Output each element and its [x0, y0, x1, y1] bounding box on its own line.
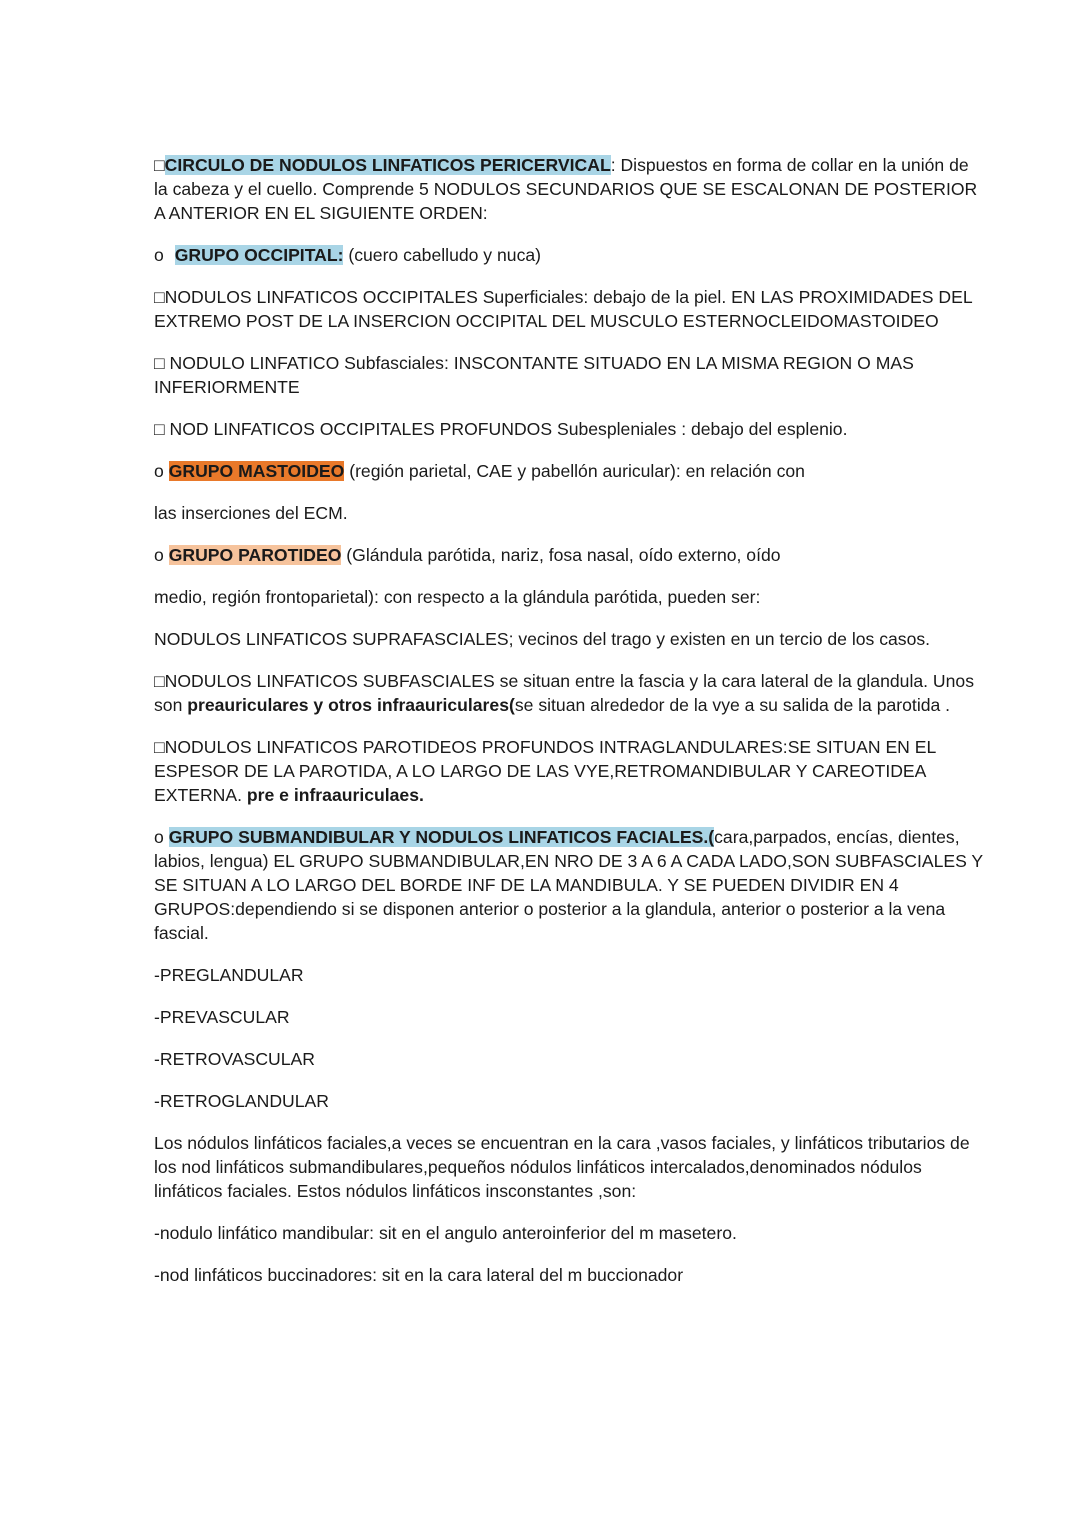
list-item: -PREGLANDULAR: [154, 965, 304, 985]
paragraph-grupo-parotideo: [154, 543, 984, 567]
paragraph-suprafasciales: [154, 627, 984, 651]
heading-grupo-parotideo: GRUPO PAROTIDEO: [168, 545, 342, 565]
paragraph-occipitales-superficiales: [154, 285, 984, 333]
paragraph-text: (región parietal, CAE y pabellón auricular): en relación con: [344, 461, 805, 481]
paragraph-parotideos-profundos: [154, 735, 984, 807]
paragraph-text: medio, región frontoparietal): con respecto a la glándula parótida, pueden ser:: [154, 587, 761, 607]
paragraph-grupo-submandibular: [154, 825, 984, 945]
paragraph-subfasciales-parotideos: [154, 669, 984, 717]
paragraph-nodulo-mandibular: [154, 1221, 984, 1245]
paragraph-nod-buccinadores: [154, 1263, 984, 1287]
paragraph-text: NODULOS LINFATICOS SUBFASCIALES se situan entre la fascia y la cara lateral de la glandula. Unos son: [154, 671, 974, 715]
paragraph-text: cara,parpados, encías, dientes, labios, lengua) EL GRUPO SUBMANDIBULAR,EN NRO DE 3 A 6 A CADA LADO,SON SUBFASCIALES Y SE SITUAN A LO LARGO DEL BORDE INF DE LA MANDIBULA. Y SE PUEDEN DIVIDIR EN 4 GRUPOS:dependiendo si se disponen anterior o posterior a la glandula, anterior o posterior a la vena fascial.: [154, 827, 983, 943]
paragraph-text: (cuero cabelludo y nuca): [343, 245, 542, 265]
checkbox-bullet-icon: □: [154, 419, 165, 439]
paragraph-text: : Dispuestos en forma de collar en la unión de la cabeza y el cuello. Comprende 5 NODULOS SECUNDARIOS QUE SE ESCALONAN DE POSTERIOR A ANTERIOR EN EL SIGUIENTE ORDEN:: [154, 155, 978, 223]
paragraph-grupo-mastoideo: [154, 459, 984, 483]
heading-pericervical: CIRCULO DE NODULOS LINFATICOS PERICERVICAL: [164, 155, 611, 175]
o-bullet: o: [154, 545, 164, 565]
paragraph-region-frontoparietal: [154, 585, 984, 609]
list-item: -RETROGLANDULAR: [154, 1091, 329, 1111]
o-bullet: o: [154, 245, 164, 265]
paragraph-text: Los nódulos linfáticos faciales,a veces se encuentran en la cara ,vasos faciales, y linfáticos tributarios de los nod linfáticos submandibulares,pequeños nódulos linfáticos intercalados,denominados nódulos linfáticos faciales. Estos nódulos linfáticos insconstantes ,son:: [154, 1133, 970, 1201]
list-item: -RETROVASCULAR: [154, 1049, 315, 1069]
paragraph-text: -nodulo linfático mandibular: sit en el angulo anteroinferior del m masetero.: [154, 1223, 737, 1243]
paragraph-text: NODULOS LINFATICOS PAROTIDEOS PROFUNDOS INTRAGLANDULARES:SE SITUAN EN EL ESPESOR DE LA PAROTIDA, A LO LARGO DE LAS VYE,RETROMANDIBULAR Y CAREOTIDEA EXTERNA.: [154, 737, 936, 805]
paragraph-text: NODULO LINFATICO Subfasciales: INSCONTANTE SITUADO EN LA MISMA REGION O MAS INFERIORMENTE: [154, 353, 914, 397]
heading-grupo-occipital: GRUPO OCCIPITAL:: [174, 245, 344, 265]
checkbox-bullet-icon: □: [154, 353, 165, 373]
document-body: [154, 153, 984, 1305]
list-item: -PREVASCULAR: [154, 1007, 290, 1027]
paragraph-nodulos-faciales: [154, 1131, 984, 1203]
heading-grupo-submandibular: GRUPO SUBMANDIBULAR Y NODULOS LINFATICOS FACIALES.(: [168, 827, 715, 847]
paragraph-subfasciales: [154, 351, 984, 399]
paragraph-pericervical: [154, 153, 984, 225]
bold-text: preauriculares y otros infraauriculares(: [187, 695, 515, 715]
paragraph-text: -nod linfáticos buccinadores: sit en la cara lateral del m buccionador: [154, 1265, 684, 1285]
paragraph-text: NOD LINFATICOS OCCIPITALES PROFUNDOS Subespleniales : debajo del esplenio.: [164, 419, 848, 439]
checkbox-bullet-icon: □: [154, 287, 165, 307]
bold-text: pre e infraauriculaes.: [246, 785, 424, 805]
paragraph-text: NODULOS LINFATICOS OCCIPITALES Superficiales: debajo de la piel. EN LAS PROXIMIDADES DEL EXTREMO POST DE LA INSERCION OCCIPITAL DEL MUSCULO ESTERNOCLEIDOMASTOIDEO: [154, 287, 972, 331]
heading-grupo-mastoideo: GRUPO MASTOIDEO: [168, 461, 345, 481]
paragraph-text: NODULOS LINFATICOS SUPRAFASCIALES; vecinos del trago y existen en un tercio de los casos.: [154, 629, 931, 649]
paragraph-grupo-occipital: [154, 243, 984, 267]
checkbox-bullet-icon: □: [154, 737, 165, 757]
paragraph-inserciones-ecm: [154, 501, 984, 525]
paragraph-text: se situan alrededor de la vye a su salida de la parotida .: [514, 695, 951, 715]
paragraph-text: (Glándula parótida, nariz, fosa nasal, oído externo, oído: [341, 545, 781, 565]
o-bullet: o: [154, 461, 164, 481]
o-bullet: o: [154, 827, 164, 847]
paragraph-occipitales-profundos: [154, 417, 984, 441]
paragraph-text: las inserciones del ECM.: [154, 503, 348, 523]
checkbox-bullet-icon: □: [154, 155, 165, 175]
checkbox-bullet-icon: □: [154, 671, 165, 691]
